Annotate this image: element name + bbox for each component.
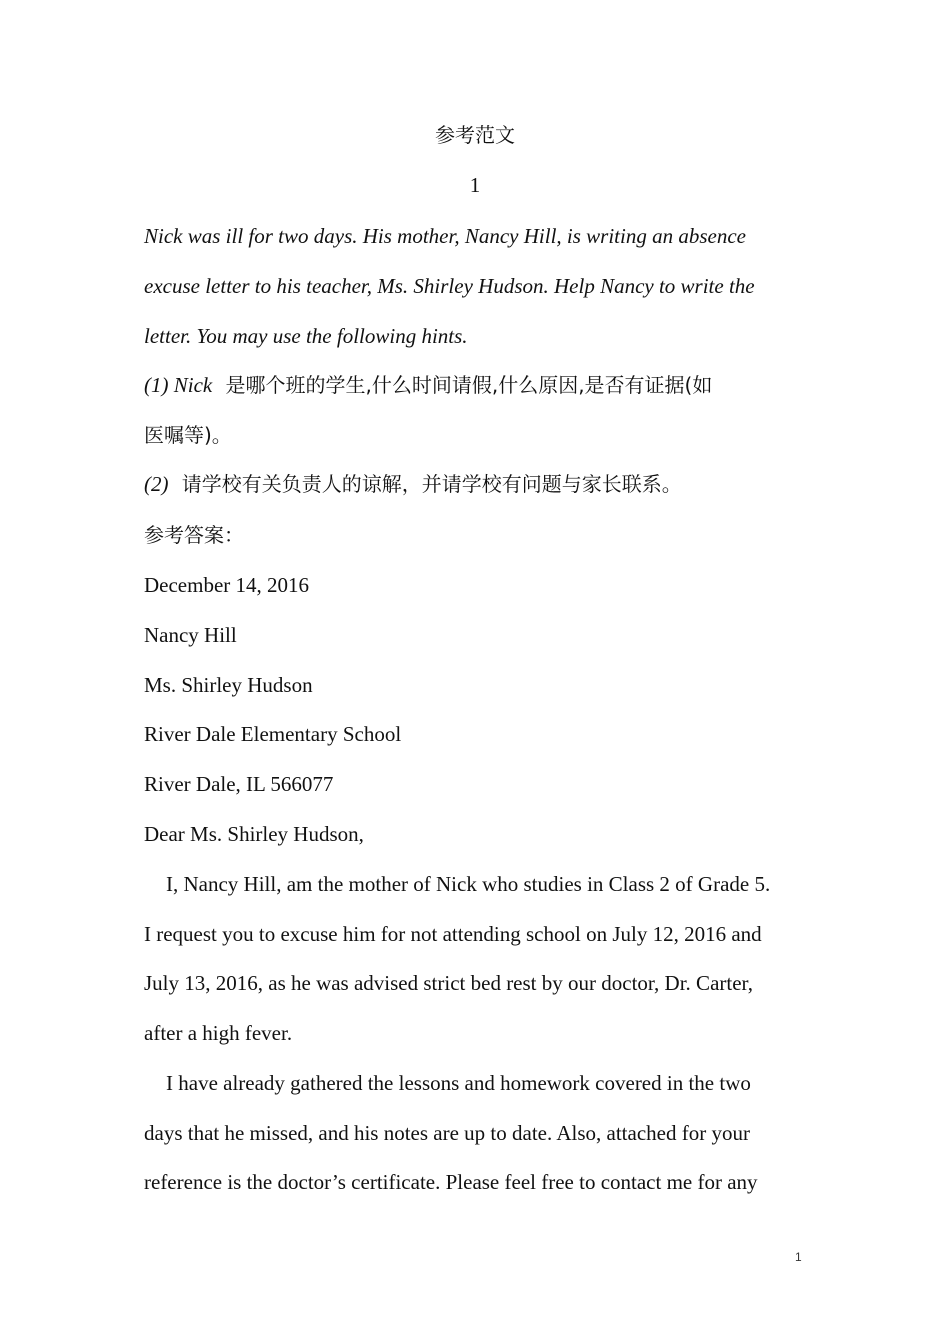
answer-label: 参考答案： (144, 523, 244, 547)
prompt-line-1: Nick was ill for two days. His mother, Nancy Hill, is writing an absence (144, 224, 746, 248)
paragraph-2-line-1: I have already gathered the lessons and homework covered in the two (166, 1071, 751, 1095)
hint-1-text: 是哪个班的学生,什么时间请假,什么原因,是否有证据(如 (225, 373, 713, 397)
paragraph-1-line-2: I request you to excuse him for not attending school on July 12, 2016 and (144, 922, 762, 946)
page-number: 1 (795, 1250, 802, 1264)
letter-school: River Dale Elementary School (144, 722, 402, 746)
section-number: 1 (469, 173, 481, 197)
letter-sender: Nancy Hill (144, 623, 237, 647)
hint-2-prefix: (2) (144, 472, 169, 496)
page-title: 参考范文 (435, 123, 515, 147)
letter-recipient: Ms. Shirley Hudson (144, 673, 313, 697)
paragraph-1-line-1: I, Nancy Hill, am the mother of Nick who studies in Class 2 of Grade 5. (166, 872, 771, 896)
hint-2-text: 请学校有关负责人的谅解，并请学校有问题与家长联系。 (181, 472, 682, 496)
letter-date: December 14, 2016 (144, 573, 310, 597)
prompt-line-2: excuse letter to his teacher, Ms. Shirley Hudson. Help Nancy to write the (144, 274, 755, 298)
prompt-line-3: letter. You may use the following hints. (144, 324, 468, 348)
letter-address: River Dale, IL 566077 (144, 772, 334, 796)
paragraph-1-line-3: July 13, 2016, as he was advised strict bed rest by our doctor, Dr. Carter, (144, 971, 753, 995)
paragraph-2-line-3: reference is the doctor’s certificate. Please feel free to contact me for any (144, 1170, 758, 1194)
hint-2 (144, 469, 814, 499)
paragraph-2-line-2: days that he missed, and his notes are up to date. Also, attached for your (144, 1121, 750, 1145)
hint-1-prefix: (1) Nick (144, 373, 213, 397)
hint-1-continuation: 医嘱等)。 (144, 423, 232, 447)
paragraph-1-line-4: after a high fever. (144, 1021, 293, 1045)
hint-1 (144, 370, 814, 400)
letter-salutation: Dear Ms. Shirley Hudson, (144, 822, 364, 846)
